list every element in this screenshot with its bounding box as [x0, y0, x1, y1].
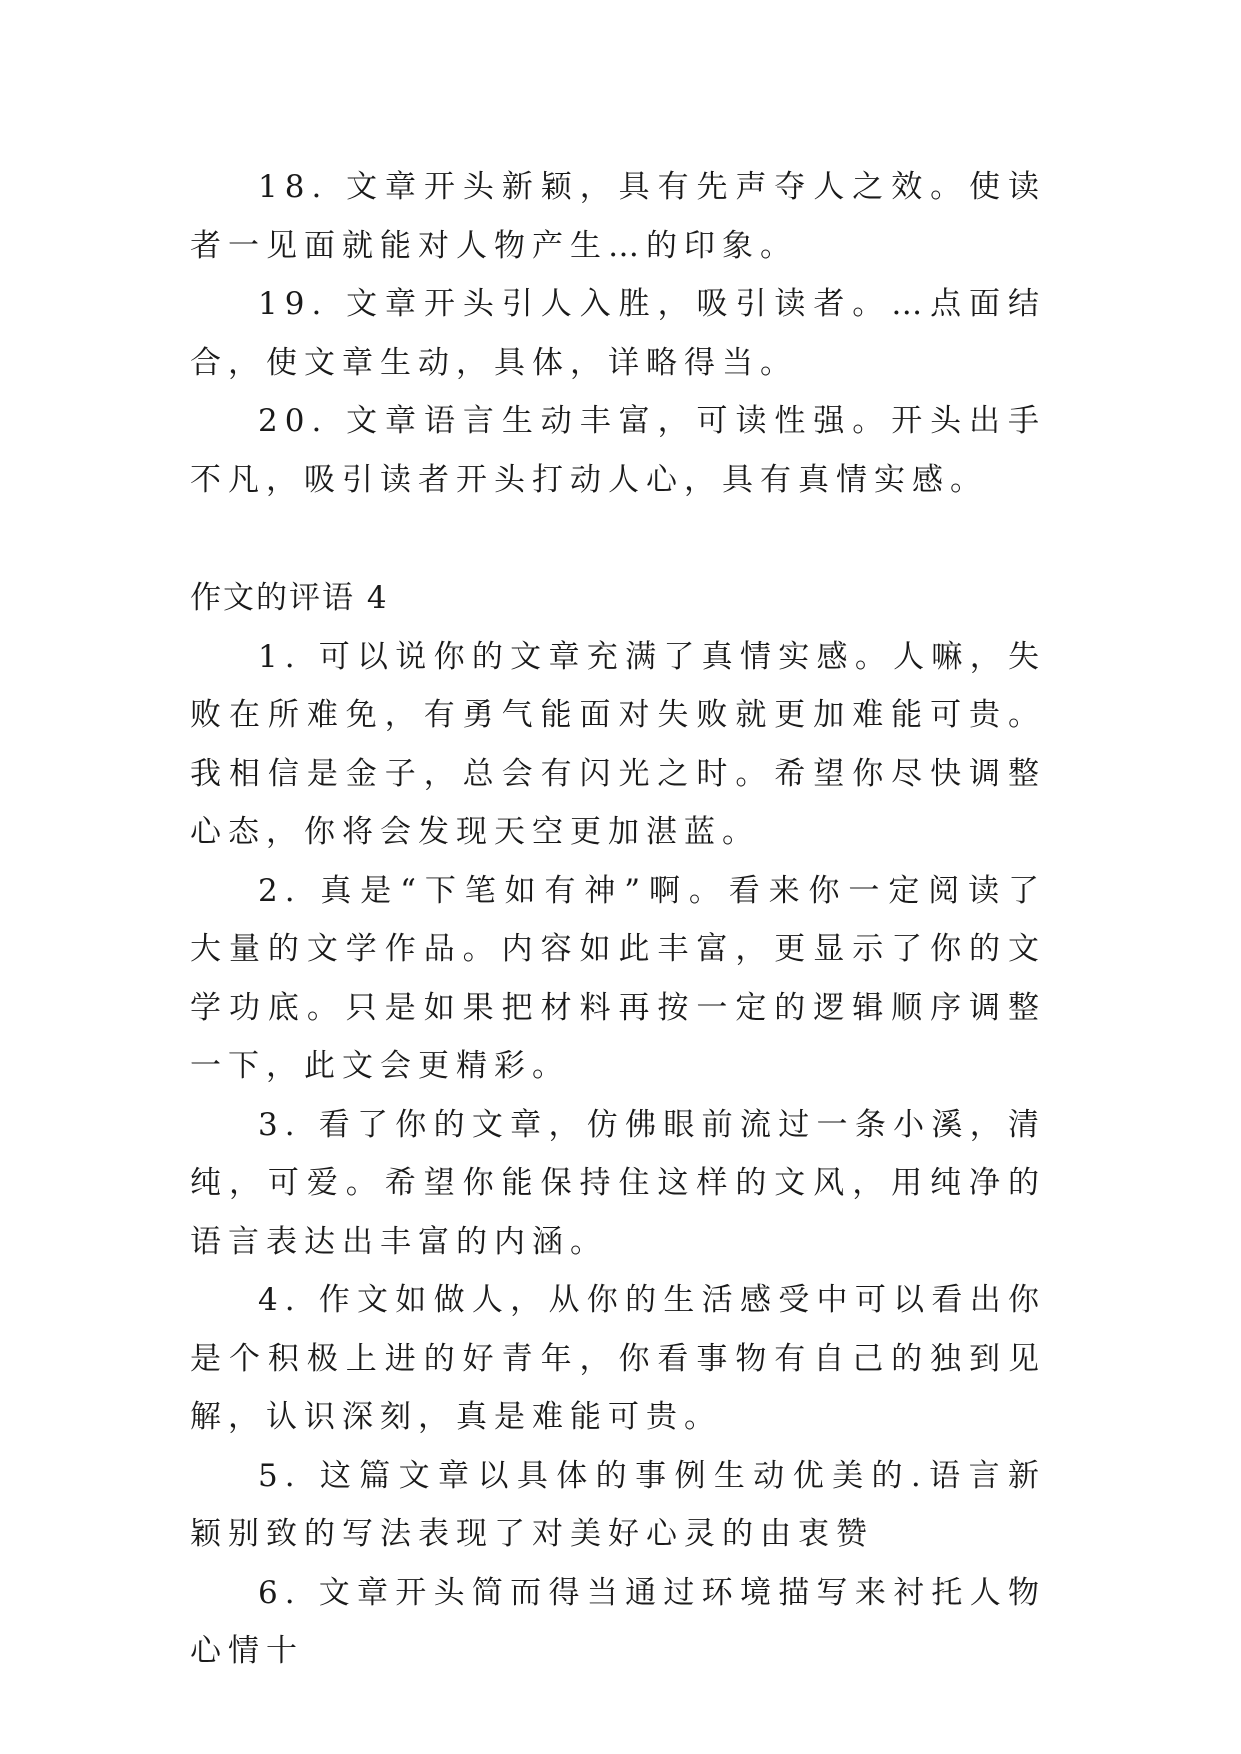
comment-paragraph-19: 19. 文章开头引人入胜，吸引读者。…点面结合，使文章生动，具体，详略得当。	[190, 286, 1046, 381]
comment-paragraph-2: 2. 真是“下笔如有神”啊。看来你一定阅读了大量的文学作品。内容如此丰富，更显示了你的文学功底。只是如果把材料再按一定的逻辑顺序调整一下，此文会更精彩。	[190, 872, 1046, 1084]
comment-paragraph-4: 4. 作文如做人，从你的生活感受中可以看出你是个积极上进的好青年，你看事物有自己的独到见解，认识深刻，真是难能可贵。	[190, 1282, 1046, 1435]
comment-paragraph-1: 1. 可以说你的文章充满了真情实感。人嘛，失败在所难免，有勇气能面对失败就更加难能可贵。我相信是金子，总会有闪光之时。希望你尽快调整心态，你将会发现天空更加湛蓝。	[190, 638, 1046, 850]
comment-paragraph-18: 18. 文章开头新颖，具有先声夺人之效。使读者一见面就能对人物产生…的印象。	[190, 169, 1046, 264]
comment-paragraph-6: 6. 文章开头简而得当通过环境描写来衬托人物心情十	[190, 1574, 1046, 1669]
comment-paragraph-5: 5. 这篇文章以具体的事例生动优美的.语言新颖别致的写法表现了对美好心灵的由衷赞	[190, 1457, 1046, 1552]
document-body	[190, 158, 1046, 1681]
comment-paragraph-20: 20. 文章语言生动丰富，可读性强。开头出手不凡，吸引读者开头打动人心，具有真情实感。	[190, 403, 1046, 498]
comment-paragraph-3: 3. 看了你的文章，仿佛眼前流过一条小溪，清纯，可爱。希望你能保持住这样的文风，用纯净的语言表达出丰富的内涵。	[190, 1106, 1046, 1260]
section-heading: 作文的评语 4	[190, 580, 389, 616]
